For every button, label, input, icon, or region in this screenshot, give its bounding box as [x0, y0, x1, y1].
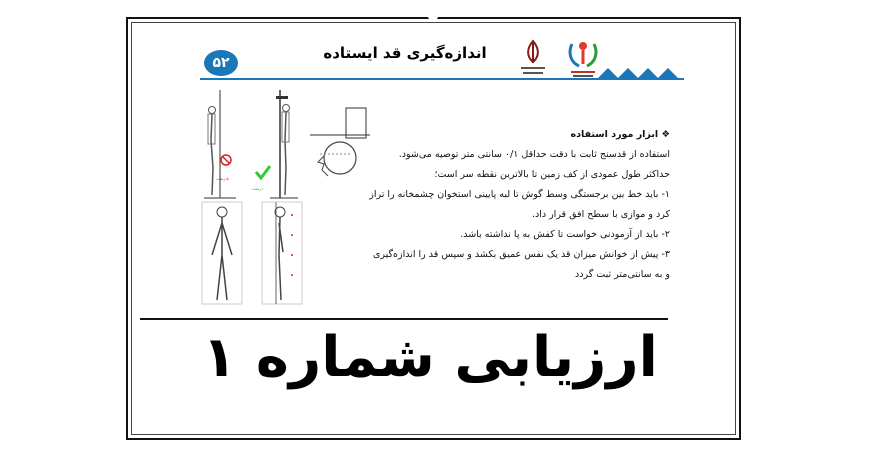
instruction-line: ۲- باید از آزمودنی خواست تا کفش به پا نداشته باشد. — [460, 229, 670, 240]
slide-title: اندازه‌گیری قد ایستاده — [323, 44, 487, 62]
wave-logo-icon — [598, 64, 684, 80]
instructions-block — [360, 125, 670, 285]
correct-posture-figure — [270, 90, 298, 198]
right-label: درست — [252, 186, 263, 191]
body-front-figure — [202, 202, 242, 304]
iran-emblem-icon — [518, 38, 548, 78]
instruction-line: و به سانتی‌متر ثبت گردد — [575, 269, 670, 280]
measurement-illustrations — [200, 90, 370, 310]
wrong-label: نادرست — [216, 176, 230, 181]
instruction-line: حداکثر طول عمودی از کف زمین تا بالاترین نقطه سر است؛ — [434, 169, 670, 180]
no-sign-icon — [221, 155, 231, 165]
instruction-line: ۱- باید خط بین برجستگی وسط گوش تا لبه پایینی استخوان چشمخانه را تراز — [369, 189, 670, 200]
evaluation-heading: ارزیابی شماره ۱ — [202, 325, 658, 390]
wrong-posture-figure — [204, 90, 236, 198]
page-number-badge: ۵۲ — [204, 50, 238, 76]
instruction-line: کرد و موازی با سطح افق قرار داد. — [531, 209, 670, 220]
instruction-line: استفاده از قدسنج ثابت با دقت حداقل ۰/۱ سانتی متر توصیه می‌شود. — [398, 149, 670, 160]
frame-notch — [428, 14, 438, 20]
nutrition-logo-icon — [566, 38, 600, 80]
body-side-figure — [262, 202, 302, 304]
check-mark-icon — [256, 166, 270, 178]
heading-text: ابزار مورد استفاده — [570, 129, 659, 140]
diamond-bullet-icon: ❖ — [661, 129, 670, 140]
head-profile-figure — [310, 108, 370, 176]
instructions-heading — [360, 125, 670, 145]
instruction-line: ۳- پیش از خوانش میزان قد یک نفس عمیق بکشد و سپس قد را اندازه‌گیری — [372, 249, 670, 260]
